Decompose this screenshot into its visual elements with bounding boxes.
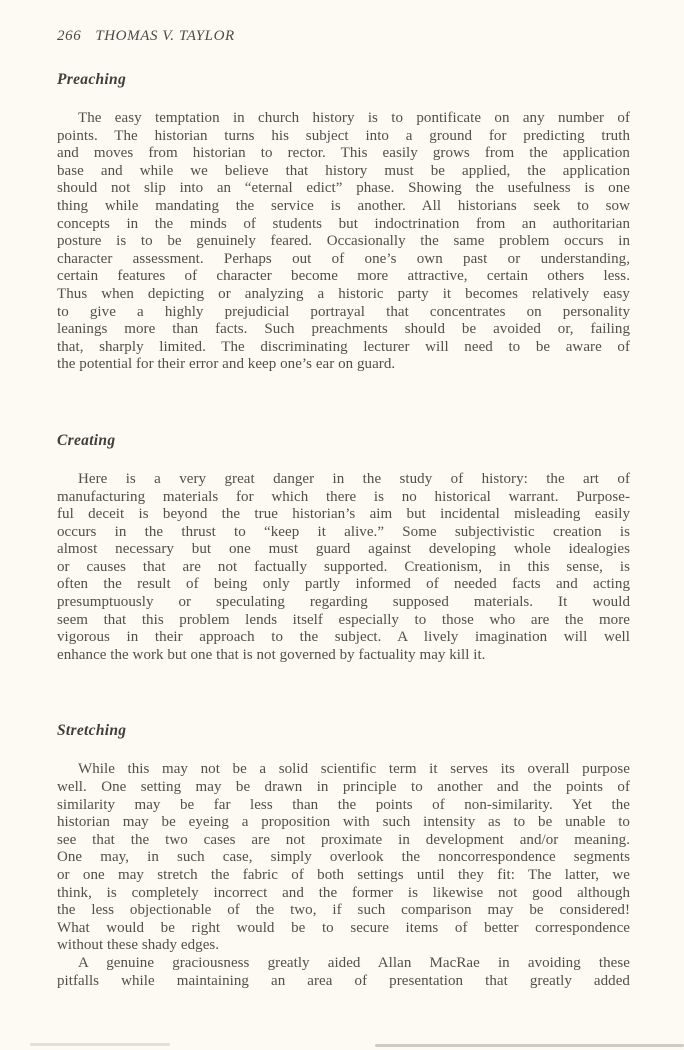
text-line: similarity may be far less than the points of non-similarity. Yet the	[57, 796, 630, 813]
text-line: occurs in the thrust to “keep it alive.” Some subjectivistic creation is	[57, 523, 630, 540]
paragraph	[57, 110, 630, 374]
text-line: Here is a very great danger in the study of history: the art of	[78, 470, 630, 487]
text-line: often the result of being only partly informed of needed facts and acting	[57, 576, 630, 593]
text-line: A genuine graciousness greatly aided Allan MacRae in avoiding these	[78, 954, 630, 971]
text-line: without these shady edges.	[57, 937, 220, 954]
text-line: well. One setting may be drawn in principle to another and the points of	[57, 779, 630, 796]
running-head: THOMAS V. TAYLOR	[95, 28, 235, 44]
text-line: vigorous in their approach to the subject. A lively imagination will well	[57, 629, 630, 646]
text-line: The easy temptation in church history is to pontificate on any number of	[78, 110, 630, 126]
text-line: that, sharply limited. The discriminating lecturer will need to be aware of	[57, 338, 630, 355]
scan-artifact-line-right	[375, 1044, 684, 1047]
text-line: presumptuously or speculating regarding supposed materials. It would	[57, 594, 630, 611]
text-line: While this may not be a solid scientific term it serves its overall purpose	[78, 761, 630, 778]
text-line: or one may stretch the fabric of both settings until they fit: The latter, we	[57, 867, 630, 883]
text-line: pitfalls while maintaining an area of presentation that greatly added	[57, 972, 630, 989]
section-heading: Stretching	[57, 722, 127, 740]
text-line: ful deceit is beyond the true historian’s aim but incidental misleading easily	[57, 506, 630, 523]
book-section	[57, 71, 630, 374]
text-line: should not slip into an “eternal edict” phase. Showing the usefulness is one	[57, 180, 630, 197]
text-line: Thus when depicting or analyzing a historic party it becomes relatively easy	[57, 285, 630, 302]
paragraph	[57, 955, 630, 990]
section-heading: Creating	[57, 431, 116, 449]
paragraph	[57, 761, 630, 955]
text-line: concepts in the minds of students but indoctrination from an authoritarian	[57, 215, 630, 232]
scan-artifact-line-left	[30, 1043, 170, 1046]
text-line: historian may be eyeing a proposition with such intensity as to be unable to	[57, 814, 630, 831]
text-line: the potential for their error and keep one’s ear on guard.	[57, 356, 396, 373]
text-line: to give a highly prejudicial portrayal that concentrates on personality	[57, 303, 630, 320]
page-body	[57, 71, 630, 990]
text-line: see that the two cases are not proximate in development and/or meaning.	[57, 831, 630, 848]
book-section	[57, 722, 630, 990]
page-header	[57, 28, 630, 45]
section-heading: Preaching	[57, 71, 127, 88]
text-line: certain features of character become more attractive, certain others less.	[57, 268, 630, 285]
book-section	[57, 432, 630, 665]
text-line: and moves from historian to rector. This easily grows from the application	[57, 145, 630, 162]
text-line: character assessment. Perhaps out of one’s own past or understanding,	[57, 250, 630, 267]
text-line: leanings more than facts. Such preachments should be avoided or, failing	[57, 321, 630, 338]
page-number: 266	[57, 28, 82, 44]
text-line: almost necessary but one must guard against developing whole idealogies	[57, 541, 630, 558]
text-line: think, is completely incorrect and the former is likewise not good although	[57, 884, 630, 901]
text-line: enhance the work but one that is not governed by factuality may kill it.	[57, 646, 486, 663]
text-line: or causes that are not factually supported. Creationism, in this sense, is	[57, 558, 630, 575]
text-line: thing while mandating the service is another. All historians seek to sow	[57, 197, 630, 214]
text-line: manufacturing materials for which there is no historical warrant. Purpose-	[57, 488, 630, 505]
text-line: seem that this problem lends itself especially to those who are the more	[57, 611, 630, 628]
text-line: One may, in such case, simply overlook the noncorrespondence segments	[57, 849, 630, 866]
text-line: posture is to be genuinely feared. Occasionally the same problem occurs in	[57, 233, 630, 250]
text-line: base and while we believe that history must be applied, the application	[57, 162, 630, 179]
text-line: points. The historian turns his subject into a ground for predicting truth	[57, 127, 630, 144]
text-line: What would be right would be to secure items of better correspondence	[57, 919, 630, 936]
text-line: the less objectionable of the two, if such comparison may be considered!	[57, 902, 630, 919]
paragraph	[57, 471, 630, 665]
